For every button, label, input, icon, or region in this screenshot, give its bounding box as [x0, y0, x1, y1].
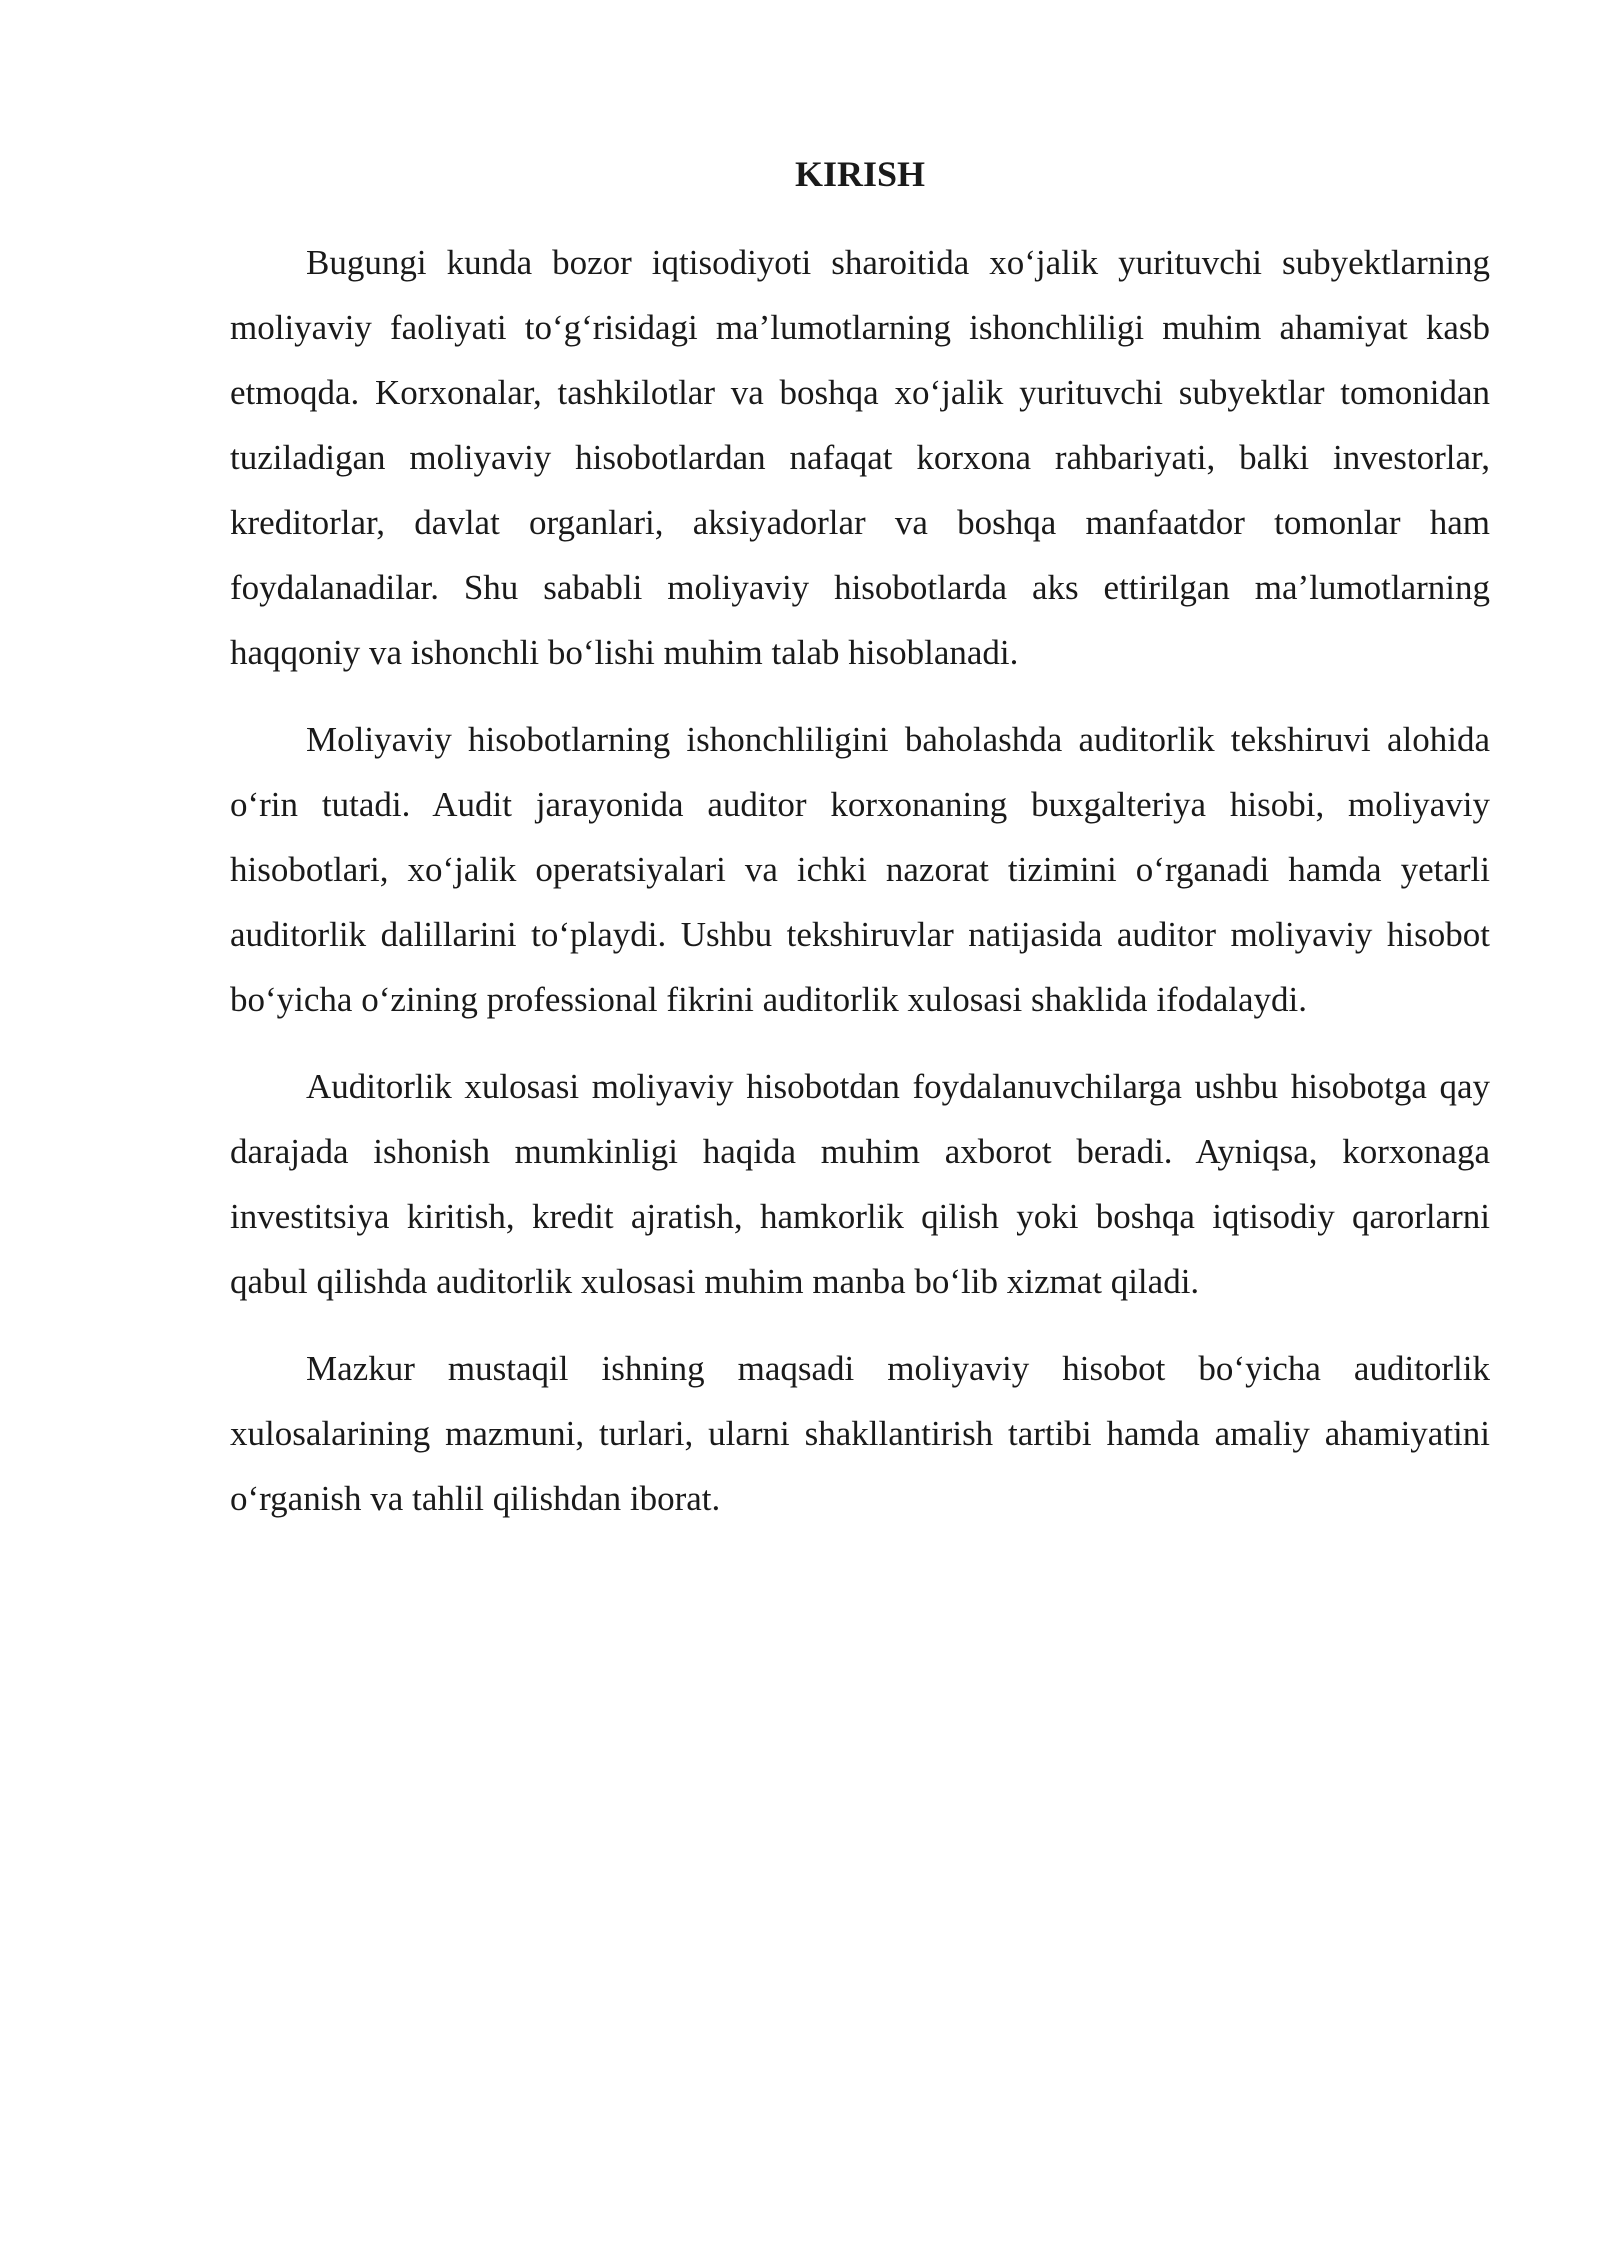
paragraph-1: Bugungi kunda bozor iqtisodiyoti sharoitida xo‘jalik yurituvchi subyektlarning moliyaviy faoliyati to‘g‘risidagi ma’lumotlarning ishonchliligi muhim ahamiyat kasb etmoqda. Korxonalar, tashkilotlar va boshqa xo‘jalik yurituvchi subyektlar tomonidan tuziladigan moliyaviy hisobotlardan nafaqat korxona rahbariyati, balki investorlar, kreditorlar, davlat organlari, aksiyadorlar va boshqa manfaatdor tomonlar ham foydalanadilar. Shu sababli moliyaviy hisobotlarda aks ettirilgan ma’lumotlarning haqqoniy va ishonchli bo‘lishi muhim talab hisoblanadi.: [230, 243, 1490, 672]
section-title: KIRISH: [794, 154, 926, 194]
document-body: [230, 148, 1490, 1553]
paragraph-2: Moliyaviy hisobotlarning ishonchliligini baholashda auditorlik tekshiruvi alohida o‘rin tutadi. Audit jarayonida auditor korxonaning buxgalteriya hisobi, moliyaviy hisobotlari, xo‘jalik operatsiyalari va ichki nazorat tizimini o‘rganadi hamda yetarli auditorlik dalillarini to‘playdi. Ushbu tekshiruvlar natijasida auditor moliyaviy hisobot bo‘yicha o‘zining professional fikrini auditorlik xulosasi shaklida ifodalaydi.: [230, 720, 1490, 1019]
paragraph-4: Mazkur mustaqil ishning maqsadi moliyaviy hisobot bo‘yicha auditorlik xulosalarining mazmuni, turlari, ularni shakllantirish tartibi hamda amaliy ahamiyatini o‘rganish va tahlil qilishdan iborat.: [230, 1349, 1490, 1518]
paragraph-3: Auditorlik xulosasi moliyaviy hisobotdan foydalanuvchilarga ushbu hisobotga qay darajada ishonish mumkinligi haqida muhim axborot beradi. Ayniqsa, korxonaga investitsiya kiritish, kredit ajratish, hamkorlik qilish yoki boshqa iqtisodiy qarorlarni qabul qilishda auditorlik xulosasi muhim manba bo‘lib xizmat qiladi.: [230, 1067, 1490, 1301]
